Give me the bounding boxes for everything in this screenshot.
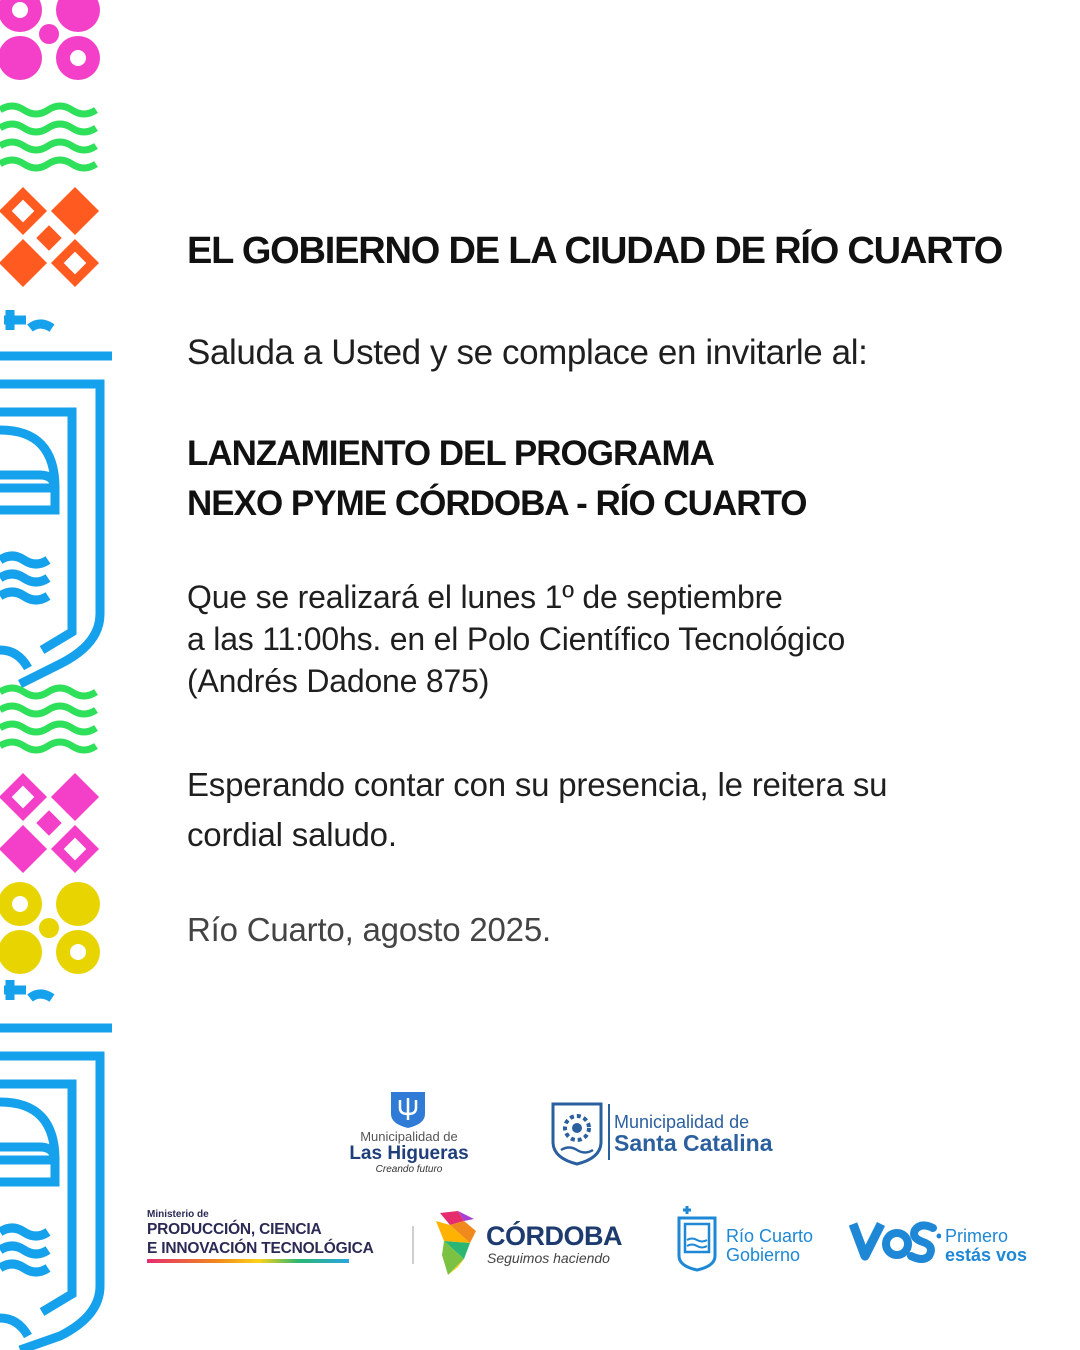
event-details [187,576,845,702]
ministerio-color-bar [147,1259,349,1263]
cordoba-map-icon [434,1211,478,1277]
logo-separator [412,1226,414,1264]
event-details-line: a las 11:00hs. en el Polo Científico Tecnológico [187,621,846,657]
rio-cuarto-line1: Río Cuarto [726,1226,814,1246]
ministerio-line3: E INNOVACIÓN TECNOLÓGICA [147,1240,374,1257]
vos-logo-icon [849,1214,941,1268]
rio-cuarto-shield-icon [677,1206,717,1272]
pink-diamond-motif [0,773,99,873]
las-higueras-name: Las Higueras [349,1143,469,1164]
closing-line: cordial saludo. [187,816,397,853]
las-higueras-tagline: Creando futuro [375,1164,443,1175]
orange-diamond-motif [0,187,99,287]
trident-shield-icon [389,1092,427,1128]
decorative-pattern-strip [0,0,115,1350]
santa-catalina-divider [608,1104,610,1160]
gear-shield-icon [551,1102,603,1166]
blue-shield-motif [0,310,112,684]
vos-line1: Primero [945,1226,1009,1246]
santa-catalina-name: Santa Catalina [614,1130,773,1156]
event-details-line: (Andrés Dadone 875) [187,663,490,699]
program-name-line1: LANZAMIENTO DEL PROGRAMA [187,434,714,473]
closing-line: Esperando contar con su presencia, le reitera su [187,766,888,803]
place-date: Río Cuarto, agosto 2025. [187,911,551,948]
blue-shield-motif [0,980,112,1350]
santa-catalina-line1: Municipalidad de [614,1112,750,1132]
closing-paragraph [187,760,887,860]
las-higueras-line1: Municipalidad de [360,1129,458,1144]
ministerio-line2: PRODUCCIÓN, CIENCIA [147,1221,322,1238]
vos-line2: estás vos [945,1245,1028,1265]
rio-cuarto-line2: Gobierno [726,1245,801,1265]
invitation-greeting: Saluda a Usted y se complace en invitarle al: [187,333,868,372]
event-details-line: Que se realizará el lunes 1º de septiembre [187,579,783,615]
cordoba-name: CÓRDOBA [486,1221,622,1251]
invitation-title: EL GOBIERNO DE LA CIUDAD DE RÍO CUARTO [187,230,1003,272]
program-name-line2: NEXO PYME CÓRDOBA - RÍO CUARTO [187,484,807,523]
green-wave-motif [0,688,96,750]
yellow-circle-motif [0,882,100,974]
cordoba-tagline: Seguimos haciendo [487,1250,610,1266]
green-wave-motif [0,106,96,168]
ministerio-line1: Ministerio de [147,1209,209,1220]
